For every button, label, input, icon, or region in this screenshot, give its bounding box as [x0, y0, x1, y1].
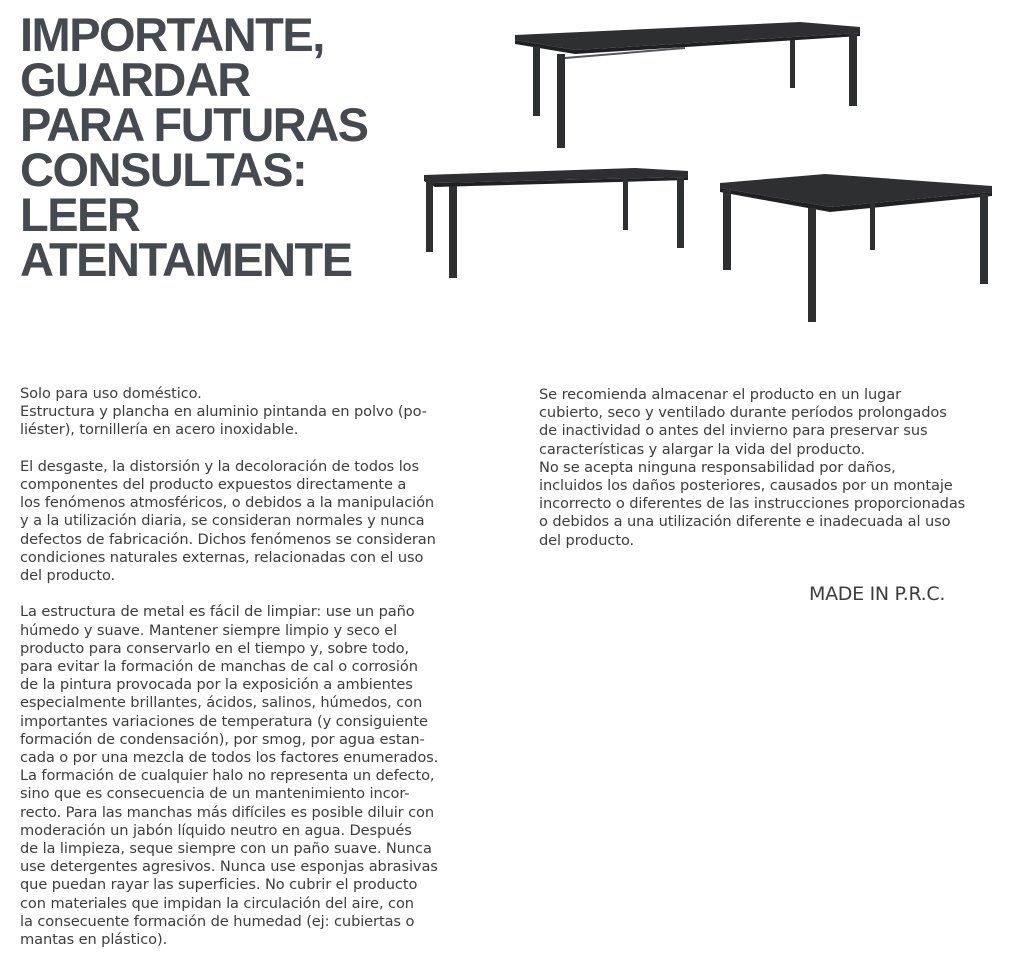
- text-line: los fenómenos atmosféricos, o debidos a la manipulación: [20, 494, 435, 512]
- text-line: condiciones naturales externas, relacionadas con el uso: [20, 548, 424, 566]
- text-line: para evitar la formación de manchas de cal o corrosión: [20, 658, 418, 676]
- text-line: No se acepta ninguna responsabilidad por daños,: [539, 458, 896, 476]
- right-text-column: [539, 386, 989, 550]
- text-line: componentes del producto expuestos directamente a: [20, 476, 407, 493]
- text-line: con materiales que impidan la circulación del aire, con: [20, 894, 414, 912]
- paragraph-cleaning: [20, 603, 470, 949]
- title-line: ATENTAMENTE: [20, 233, 352, 286]
- title-line: LEER: [20, 188, 140, 241]
- text-line: del producto.: [539, 531, 635, 549]
- text-line: o debidos a una utilización diferente e inadecuada al uso: [539, 513, 951, 531]
- text-line: sino que es consecuencia de un mantenimiento incor-: [20, 785, 410, 803]
- text-line: La estructura de metal es fácil de limpiar: use un paño: [20, 603, 415, 621]
- text-line: recto. Para las manchas más difíciles es posible diluir con: [20, 803, 435, 821]
- extended-table-image: [515, 22, 860, 148]
- text-line: La formación de cualquier halo no representa un defecto,: [20, 767, 435, 785]
- text-line: formación de condensación), por smog, por agua estan-: [20, 730, 425, 748]
- left-text-column: [20, 385, 470, 949]
- text-line: use detergentes agresivos. Nunca use esponjas abrasivas: [20, 858, 438, 876]
- text-line: moderación un jabón líquido neutro en agua. Después: [20, 821, 412, 839]
- text-line: Estructura y plancha en aluminio pintanda en polvo (po-: [20, 403, 427, 421]
- text-line: húmedo y suave. Mantener siempre limpio y seco el: [20, 621, 398, 639]
- text-line: liéster), tornillería en acero inoxidable.: [20, 421, 299, 439]
- paragraph-wear: [20, 458, 470, 585]
- text-line: y a la utilización diaria, se consideran normales y nunca: [20, 512, 425, 530]
- text-line: El desgaste, la distorsión y la decoloración de todos los: [20, 457, 420, 475]
- text-line: características y alargar la vida del producto.: [539, 440, 865, 458]
- paragraph-usage: [20, 385, 470, 440]
- text-line: importantes variaciones de temperatura (y consiguiente: [20, 712, 428, 730]
- text-line: de inactividad o antes del invierno para preservar sus: [539, 422, 928, 440]
- made-in-label: MADE IN P.R.C.: [809, 583, 946, 605]
- text-line: mantas en plástico).: [20, 931, 168, 949]
- title-line: IMPORTANTE,: [20, 8, 324, 61]
- title-line: GUARDAR: [20, 53, 250, 106]
- text-line: de la limpieza, seque siempre con un paño suave. Nunca: [20, 840, 432, 858]
- text-line: defectos de fabricación. Dichos fenómenos se consideran: [20, 530, 436, 548]
- closed-table-image: [720, 174, 992, 322]
- text-line: incorrecto o diferentes de las instrucciones proporcionadas: [539, 495, 966, 513]
- title-line: CONSULTAS:: [20, 143, 307, 196]
- text-line: cubierto, seco y ventilado durante períodos prolongados: [539, 404, 947, 422]
- text-line: producto para conservarlo en el tiempo y, sobre todo,: [20, 639, 410, 657]
- product-images: [415, 0, 1015, 340]
- text-line: la consecuente formación de humedad (ej: cubiertas o: [20, 912, 415, 930]
- text-line: incluidos los daños posteriores, causados por un montaje: [539, 477, 953, 495]
- text-line: cada o por una mezcla de todos los factores enumerados.: [20, 749, 439, 767]
- paragraph-storage: [539, 386, 989, 550]
- text-line: especialmente brillantes, ácidos, salinos, húmedos, con: [20, 694, 423, 712]
- text-line: Se recomienda almacenar el producto en un lugar: [539, 386, 902, 403]
- title-line: PARA FUTURAS: [20, 98, 368, 151]
- text-line: que puedan rayar las superficies. No cubrir el producto: [20, 876, 418, 894]
- partial-extended-table-image: [424, 168, 688, 278]
- text-line: del producto.: [20, 567, 116, 585]
- page-title: [20, 8, 368, 286]
- text-line: de la pintura provocada por la exposición a ambientes: [20, 676, 413, 694]
- text-line: Solo para uso doméstico.: [20, 385, 202, 402]
